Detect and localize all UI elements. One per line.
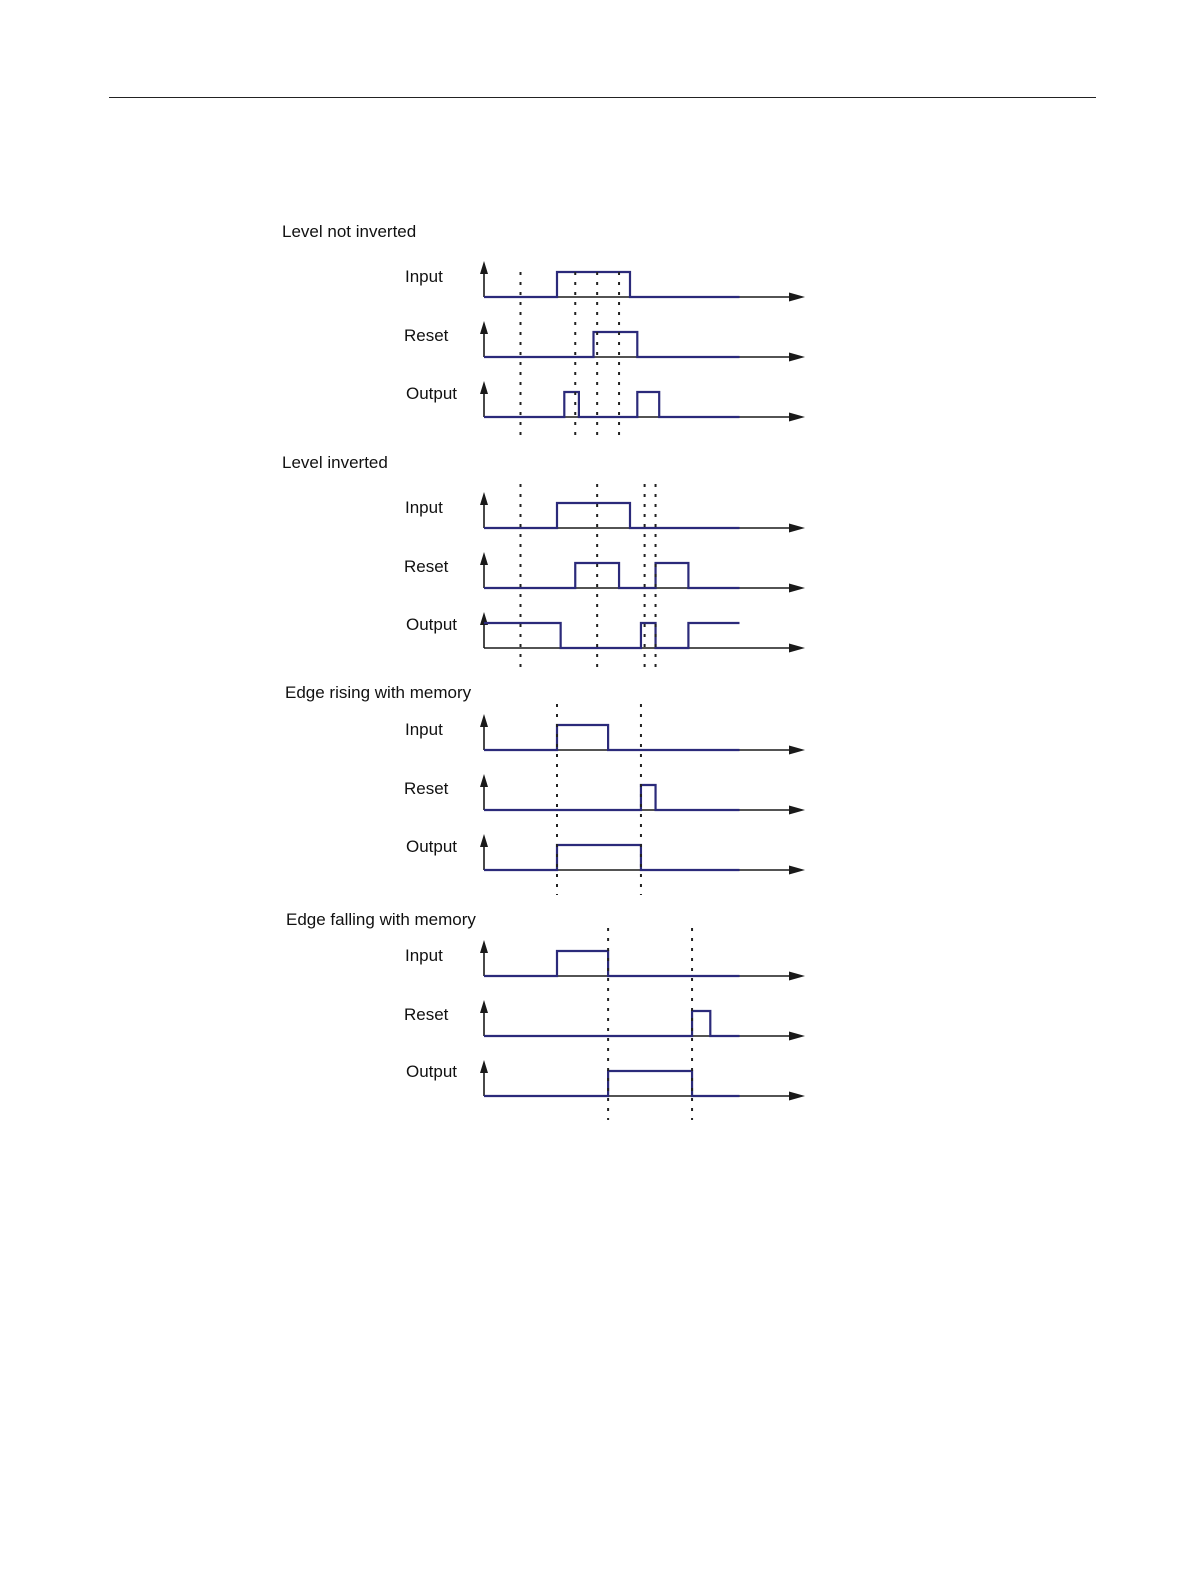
section-title: Level inverted	[282, 453, 388, 472]
signal-label-input: Input	[405, 720, 443, 739]
signal-label-output: Output	[406, 615, 458, 634]
time-axis-arrow-icon	[789, 1092, 805, 1101]
time-axis-arrow-icon	[789, 1032, 805, 1041]
signal-label-output: Output	[406, 837, 458, 856]
section-title: Level not inverted	[282, 222, 417, 241]
signal-label-reset: Reset	[404, 1005, 449, 1024]
signal-label-reset: Reset	[404, 326, 449, 345]
waveform-reset	[484, 1011, 740, 1036]
signal-label-input: Input	[405, 267, 443, 286]
time-axis-arrow-icon	[789, 972, 805, 981]
level-axis-arrow-icon	[480, 1060, 488, 1073]
signal-label-output: Output	[406, 1062, 458, 1081]
signal-label-reset: Reset	[404, 557, 449, 576]
waveform-output	[484, 1071, 740, 1096]
waveform-input	[484, 951, 740, 976]
section-title: Edge rising with memory	[285, 683, 472, 702]
section-title: Edge falling with memory	[286, 910, 476, 929]
signal-label-output: Output	[406, 384, 458, 403]
signal-label-input: Input	[405, 946, 443, 965]
level-axis-arrow-icon	[480, 1000, 488, 1013]
signal-label-reset: Reset	[404, 779, 449, 798]
signal-label-input: Input	[405, 498, 443, 517]
level-axis-arrow-icon	[480, 940, 488, 953]
